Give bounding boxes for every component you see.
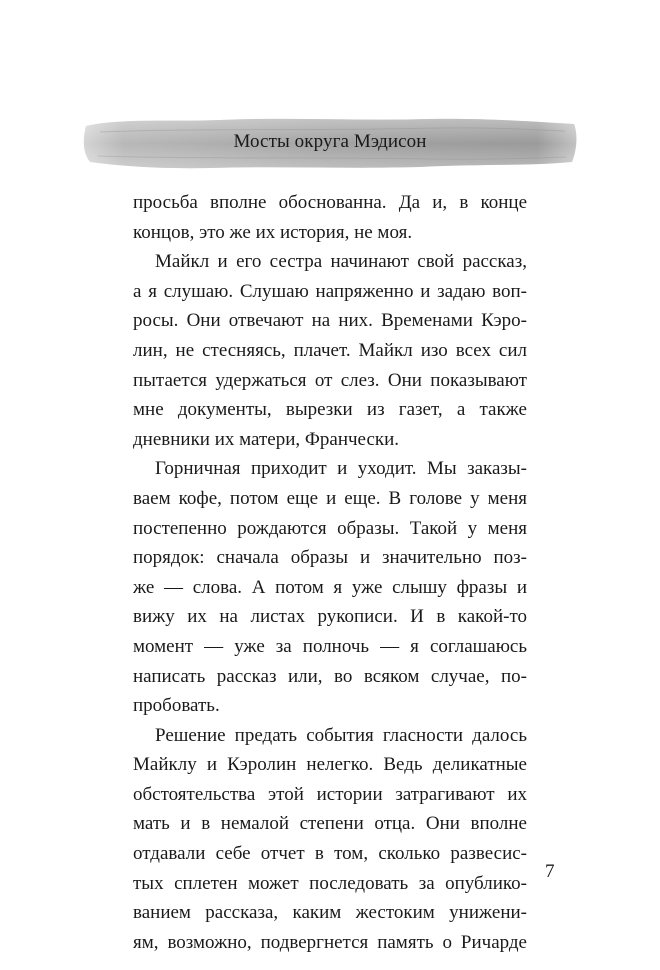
paragraph-3 bbox=[133, 454, 527, 720]
text-line: мать и в немалой степени отца. Они вполне bbox=[133, 813, 527, 835]
paragraph-4 bbox=[133, 721, 527, 958]
text-line: концов, это же их история, не моя. bbox=[133, 221, 413, 243]
text-line: же — слова. А потом я уже слышу фразы и bbox=[133, 576, 527, 598]
text-line: ям, возможно, подвергнется память о Ричарде bbox=[133, 931, 527, 953]
text-line: пытается удержаться от слез. Они показывают bbox=[133, 369, 527, 391]
text-line: вижу их на листах рукописи. И в какой-то bbox=[133, 606, 527, 628]
running-header bbox=[80, 112, 580, 174]
text-line: Майклу и Кэролин нелегко. Ведь деликатные bbox=[133, 754, 527, 776]
page-number: 7 bbox=[545, 861, 555, 882]
text-line: Горничная приходит и уходит. Мы заказы- bbox=[155, 458, 527, 480]
text-line: постепенно рождаются образы. Такой у меня bbox=[133, 517, 527, 539]
text-line: ваем кофе, потом еще и еще. В голове у меня bbox=[133, 487, 527, 509]
text-line: тых сплетен может последовать за опублико- bbox=[133, 872, 527, 894]
body-text bbox=[133, 188, 527, 957]
paragraph-1 bbox=[133, 188, 527, 247]
text-line: лин, не стесняясь, плачет. Майкл изо всех сил bbox=[133, 339, 527, 361]
text-line: отдавали себе отчет в том, сколько развесис- bbox=[133, 843, 527, 865]
text-line: порядок: сначала образы и значительно поз- bbox=[133, 547, 527, 569]
text-line: просьба вполне обоснованна. Да и, в конце bbox=[133, 192, 527, 213]
text-line: а я слушаю. Слушаю напряженно и задаю воп- bbox=[133, 280, 527, 302]
text-line: мне документы, вырезки из газет, а также bbox=[133, 399, 527, 421]
text-line: дневники их матери, Франчески. bbox=[133, 428, 400, 450]
text-line: росы. Они отвечают на них. Временами Кэро- bbox=[133, 310, 527, 332]
text-line: Майкл и его сестра начинают свой рассказ, bbox=[155, 251, 527, 273]
text-line: обстоятельства этой истории затрагивают их bbox=[133, 783, 527, 805]
text-line: Решение предать события гласности далось bbox=[155, 724, 527, 746]
text-line: пробовать. bbox=[133, 695, 220, 717]
running-title: Мосты округа Мэдисон bbox=[233, 131, 427, 152]
text-line: момент — уже за полночь — я соглашаюсь bbox=[133, 635, 527, 657]
text-line: ванием рассказа, каким жестоким унижени- bbox=[133, 902, 527, 924]
text-line: написать рассказ или, во всяком случае, по- bbox=[133, 665, 527, 687]
paragraph-2 bbox=[133, 247, 527, 454]
